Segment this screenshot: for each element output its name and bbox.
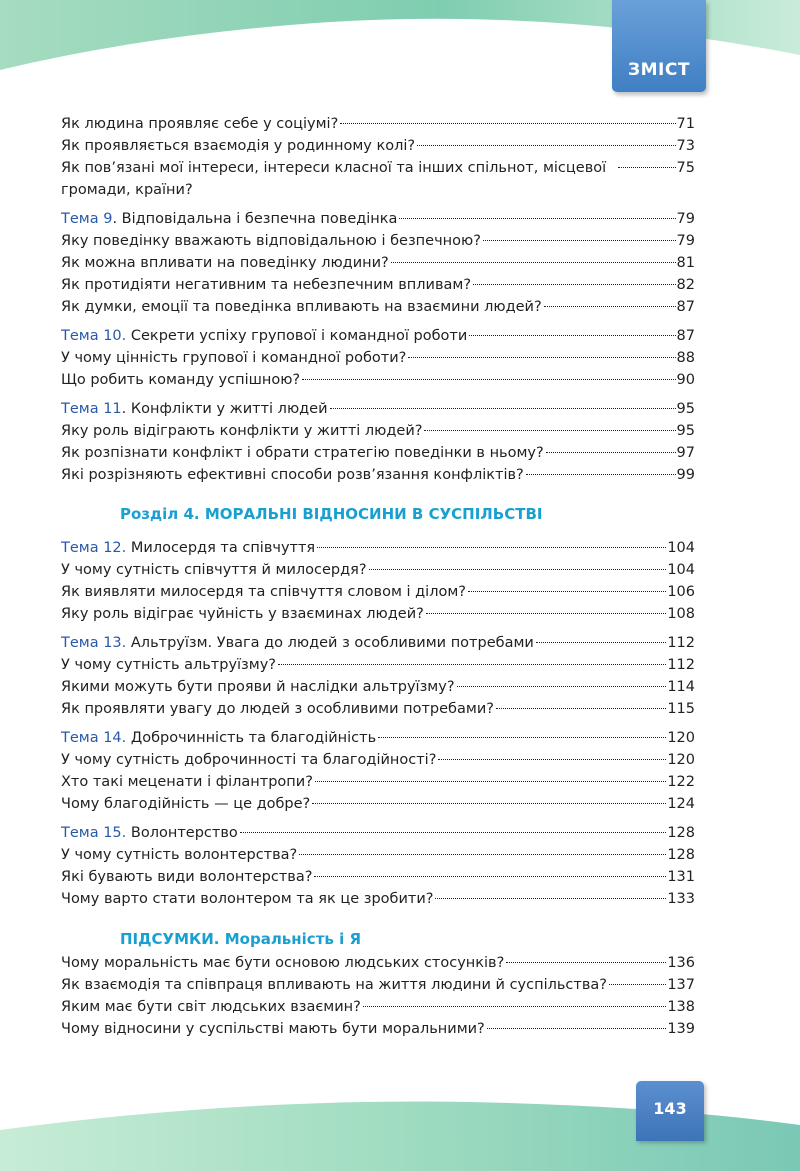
topic-number: Тема 13. (61, 635, 127, 651)
table-of-contents (61, 113, 695, 1047)
topic-number: Тема 10. (61, 328, 127, 344)
toc-entry[interactable]: Як виявляти милосердя та співчуття словом і ділом? 106 (61, 581, 695, 603)
toc-entry[interactable]: У чому сутність волонтерства? 128 (61, 844, 695, 866)
toc-topic-14 (61, 727, 695, 815)
toc-entry[interactable]: Як можна впливати на поведінку людини? 81 (61, 252, 695, 274)
page-ref: 137 (667, 977, 695, 993)
page-ref: 133 (667, 891, 695, 907)
toc-entry[interactable]: Яку поведінку вважають відповідальною і безпечною? 79 (61, 230, 695, 252)
page-ref: 79 (676, 211, 695, 227)
toc-entry[interactable]: Як проявляється взаємодія у родинному колі? 73 (61, 135, 695, 157)
toc-topic-13 (61, 632, 695, 720)
toc-topic-11 (61, 398, 695, 486)
topic-number: Тема 11 (61, 401, 122, 417)
page-ref: 138 (667, 999, 695, 1015)
toc-topic-15 (61, 822, 695, 910)
section-4-heading[interactable]: Розділ 4. МОРАЛЬНІ ВІДНОСИНИ В СУСПІЛЬСТВІ (120, 505, 543, 523)
toc-entry[interactable]: Як людина проявляє себе у соціумі? 71 (61, 113, 695, 135)
toc-entry[interactable]: Яку роль відіграє чуйність у взаєминах людей? 108 (61, 603, 695, 625)
topic-number: Тема 12. (61, 540, 127, 556)
topic-heading[interactable]: Тема 11. Конфлікти у житті людей 95 (61, 398, 695, 420)
page-ref: 104 (667, 562, 695, 578)
toc-entry[interactable]: У чому сутність альтруїзму? 112 (61, 654, 695, 676)
page-ref: 131 (667, 869, 695, 885)
page-ref: 115 (667, 701, 695, 717)
toc-entry[interactable]: У чому цінність групової і командної роботи? 88 (61, 347, 695, 369)
topic-heading[interactable]: Тема 14. Доброчинність та благодійність 120 (61, 727, 695, 749)
topic-heading[interactable]: Тема 13. Альтруїзм. Увага до людей з особливими потребами 112 (61, 632, 695, 654)
toc-entry[interactable]: Як проявляти увагу до людей з особливими потребами? 115 (61, 698, 695, 720)
toc-entry[interactable]: Як взаємодія та співпраця впливають на життя людини й суспільства? 137 (61, 974, 695, 996)
toc-entry[interactable]: Як протидіяти негативним та небезпечним впливам? 82 (61, 274, 695, 296)
page-ref: 81 (676, 255, 695, 271)
page-ref: 139 (667, 1021, 695, 1037)
page-number: 143 (653, 1099, 687, 1118)
page-ref: 112 (667, 635, 695, 651)
toc-entry[interactable]: Чому моральність має бути основою людських стосунків? 136 (61, 952, 695, 974)
topic-heading[interactable]: Тема 12. Милосердя та співчуття 104 (61, 537, 695, 559)
toc-summary (61, 952, 695, 1040)
toc-topic-10 (61, 325, 695, 391)
topic-heading[interactable]: Тема 15. Волонтерство 128 (61, 822, 695, 844)
contents-title: ЗМІСТ (628, 60, 690, 80)
page-ref: 87 (676, 299, 695, 315)
page-ref: 88 (676, 350, 695, 366)
page-number-tab (636, 1081, 704, 1141)
page-ref: 128 (667, 825, 695, 841)
page-ref: 87 (676, 328, 695, 344)
topic-heading[interactable]: Тема 10. Секрети успіху групової і командної роботи 87 (61, 325, 695, 347)
toc-entry[interactable]: Яку роль відіграють конфлікти у житті людей? 95 (61, 420, 695, 442)
page-ref: 82 (676, 277, 695, 293)
toc-entry[interactable]: Як пов’язані мої інтереси, інтереси класної та інших спільнот, місцевої громади, країни? 75 (61, 157, 695, 201)
page-ref: 73 (676, 138, 695, 154)
toc-topic-9 (61, 208, 695, 318)
toc-entry[interactable]: Хто такі меценати і філантропи? 122 (61, 771, 695, 793)
toc-entry[interactable]: Що робить команду успішною? 90 (61, 369, 695, 391)
toc-entry[interactable]: Чому благодійність — це добре? 124 (61, 793, 695, 815)
page-ref: 120 (667, 730, 695, 746)
page-ref: 122 (667, 774, 695, 790)
toc-entry[interactable]: Чому варто стати волонтером та як це зробити? 133 (61, 888, 695, 910)
page-ref: 71 (676, 116, 695, 132)
toc-block-continuation (61, 113, 695, 201)
toc-entry[interactable]: Яким має бути світ людських взаємин? 138 (61, 996, 695, 1018)
page-ref: 124 (667, 796, 695, 812)
page-ref: 99 (676, 467, 695, 483)
toc-entry[interactable]: Які бувають види волонтерства? 131 (61, 866, 695, 888)
page-ref: 95 (676, 423, 695, 439)
toc-entry[interactable]: Чому відносини у суспільстві мають бути моральними? 139 (61, 1018, 695, 1040)
page-ref: 114 (667, 679, 695, 695)
page-ref: 97 (676, 445, 695, 461)
topic-number: Тема 9 (61, 211, 113, 227)
toc-entry[interactable]: Які розрізняють ефективні способи розв’язання конфліктів? 99 (61, 464, 695, 486)
page-ref: 136 (667, 955, 695, 971)
page-ref: 95 (676, 401, 695, 417)
topic-number: Тема 15. (61, 825, 127, 841)
page-ref: 75 (676, 160, 695, 176)
page-ref: 128 (667, 847, 695, 863)
toc-entry[interactable]: Як розпізнати конфлікт і обрати стратегію поведінки в ньому? 97 (61, 442, 695, 464)
toc-entry[interactable]: Якими можуть бути прояви й наслідки альтруїзму? 114 (61, 676, 695, 698)
toc-entry[interactable]: Як думки, емоції та поведінка впливають на взаємини людей? 87 (61, 296, 695, 318)
page-ref: 79 (676, 233, 695, 249)
page-ref: 120 (667, 752, 695, 768)
contents-header-tab (612, 0, 706, 92)
toc-entry[interactable]: У чому сутність співчуття й милосердя? 104 (61, 559, 695, 581)
page-ref: 90 (676, 372, 695, 388)
toc-topic-12 (61, 537, 695, 625)
page-ref: 104 (667, 540, 695, 556)
topic-number: Тема 14. (61, 730, 127, 746)
page-ref: 108 (667, 606, 695, 622)
page-ref: 112 (667, 657, 695, 673)
page-ref: 106 (667, 584, 695, 600)
toc-entry[interactable]: У чому сутність доброчинності та благодійності? 120 (61, 749, 695, 771)
summary-heading[interactable]: ПІДСУМКИ. Моральність і Я (120, 930, 362, 948)
topic-heading[interactable]: Тема 9. Відповідальна і безпечна поведінка 79 (61, 208, 695, 230)
